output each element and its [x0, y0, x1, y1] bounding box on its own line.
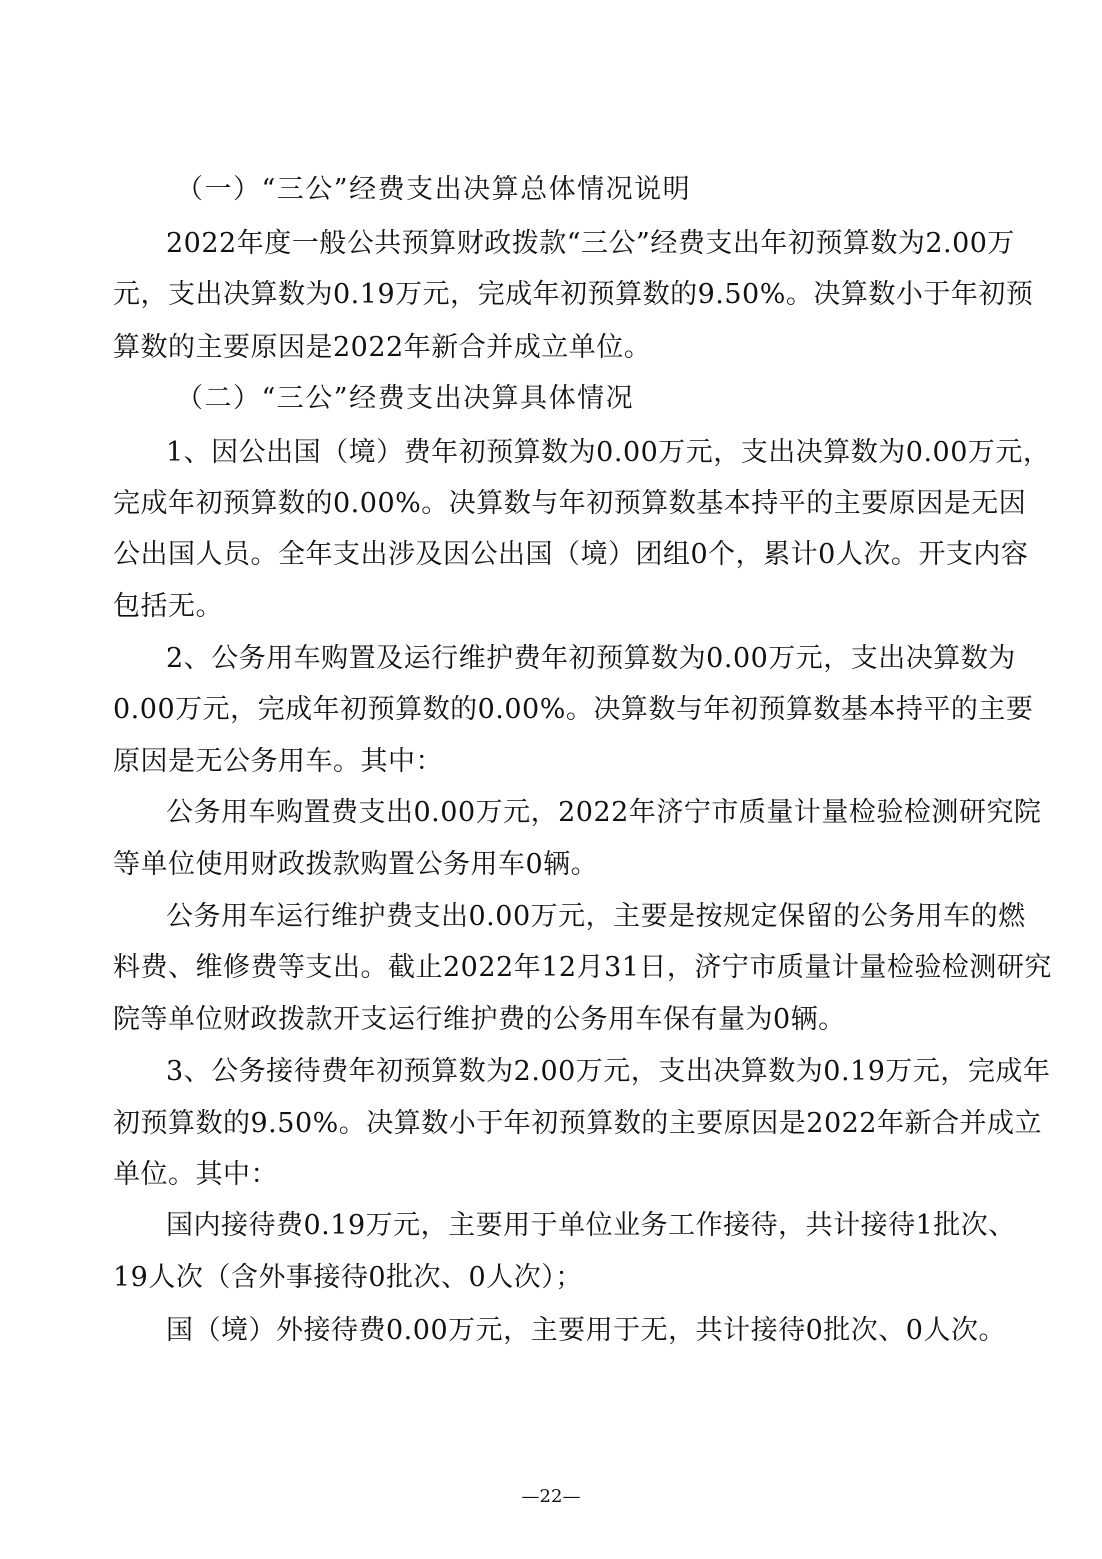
paragraph-line: 19人次（含外事接待0批次、0人次）；	[113, 1262, 583, 1293]
paragraph-line: 完成年初预算数的0.00%。决算数与年初预算数基本持平的主要原因是无因	[113, 488, 1027, 519]
paragraph-line: 3、公务接待费年初预算数为2.00万元，支出决算数为0.19万元，完成年	[166, 1056, 1051, 1087]
paragraph-line: 国（境）外接待费0.00万元，主要用于无，共计接待0批次、0人次。	[166, 1315, 1006, 1346]
section-heading-2: （二）“三公”经费支出决算具体情况	[176, 383, 635, 414]
paragraph-line: 算数的主要原因是2022年新合并成立单位。	[113, 332, 652, 363]
paragraph-line: 1、因公出国（境）费年初预算数为0.00万元，支出决算数为0.00万元，	[166, 437, 1051, 468]
paragraph-line: 公务用车购置费支出0.00万元，2022年济宁市质量计量检验检测研究院	[166, 797, 1042, 828]
paragraph-line: 国内接待费0.19万元，主要用于单位业务工作接待，共计接待1批次、	[166, 1210, 1016, 1241]
paragraph-line: 包括无。	[113, 591, 223, 622]
page-number: —22—	[521, 1486, 581, 1507]
paragraph-line: 元，支出决算数为0.19万元，完成年初预算数的9.50%。决算数小于年初预	[113, 279, 1034, 310]
paragraph-line: 等单位使用财政拨款购置公务用车0辆。	[113, 849, 599, 880]
paragraph-line: 公务用车运行维护费支出0.00万元，主要是按规定保留的公务用车的燃	[166, 901, 1026, 932]
paragraph-line: 料费、维修费等支出。截止2022年12月31日，济宁市质量计量检验检测研究	[113, 952, 1052, 983]
paragraph-line: 2022年度一般公共预算财政拨款“三公”经费支出年初预算数为2.00万	[166, 228, 1015, 259]
paragraph-line: 院等单位财政拨款开支运行维护费的公务用车保有量为0辆。	[113, 1004, 846, 1035]
paragraph-line: 原因是无公务用车。其中：	[113, 746, 443, 777]
paragraph-line: 单位。其中：	[113, 1159, 278, 1190]
paragraph-line: 2、公务用车购置及运行维护费年初预算数为0.00万元，支出决算数为	[166, 643, 1016, 674]
section-heading-1: （一）“三公”经费支出决算总体情况说明	[176, 174, 692, 205]
paragraph-line: 0.00万元，完成年初预算数的0.00%。决算数与年初预算数基本持平的主要	[113, 694, 1034, 725]
paragraph-line: 初预算数的9.50%。决算数小于年初预算数的主要原因是2022年新合并成立	[113, 1108, 1042, 1139]
paragraph-line: 公出国人员。全年支出涉及因公出国（境）团组0个，累计0人次。开支内容	[113, 539, 1029, 570]
